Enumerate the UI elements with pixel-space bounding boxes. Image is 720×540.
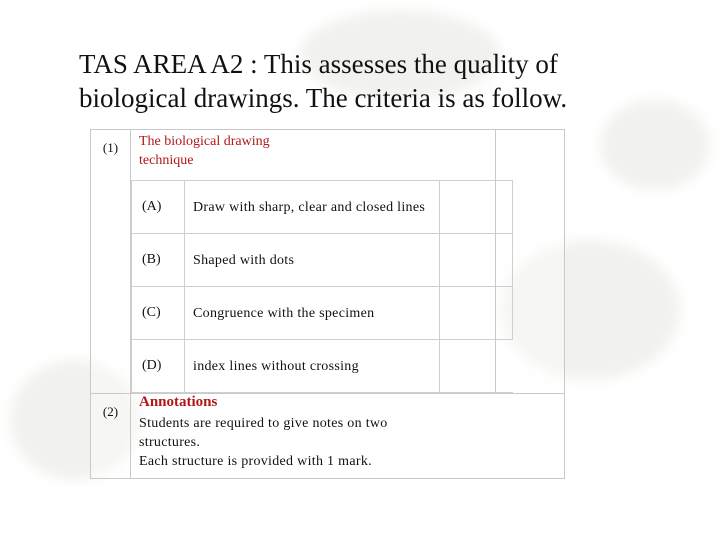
criterion-heading: Annotations: [139, 394, 218, 410]
criteria-cell-1: [131, 130, 496, 394]
sub-criterion-row: [132, 287, 513, 340]
sub-criterion-text: Draw with sharp, clear and closed lines: [185, 181, 440, 234]
mark-cell: [496, 130, 565, 394]
sub-criterion-row: [132, 234, 513, 287]
criterion-description: [131, 410, 564, 471]
criteria-row-2: [91, 394, 565, 479]
criteria-table: [90, 129, 565, 479]
sub-criterion-row: [132, 340, 513, 393]
criteria-row-1: [91, 130, 565, 394]
sub-criterion-text: index lines without crossing: [185, 340, 440, 393]
sub-criterion-letter: (B): [132, 234, 185, 287]
row-number: (1): [91, 130, 131, 394]
sub-criterion-text: Congruence with the specimen: [185, 287, 440, 340]
sub-criterion-letter: (C): [132, 287, 185, 340]
sub-criterion-text: Shaped with dots: [185, 234, 440, 287]
sub-criterion-row: [132, 181, 513, 234]
slide-title: [79, 47, 639, 115]
row-number: (2): [91, 394, 131, 479]
criteria-cell-2: [131, 394, 565, 479]
sub-criteria-table: [131, 180, 513, 393]
title-rest: : This assesses the quality of biological drawings. The criteria is as follow.: [79, 49, 568, 113]
description-line: Each structure is provided with 1 mark.: [139, 454, 372, 469]
sub-criterion-letter: (D): [132, 340, 185, 393]
criterion-heading: The biological drawing technique: [139, 134, 270, 168]
title-bold: TAS AREA A2: [79, 49, 244, 79]
description-line: Students are required to give notes on two structures.: [139, 416, 388, 450]
sub-criterion-letter: (A): [132, 181, 185, 234]
